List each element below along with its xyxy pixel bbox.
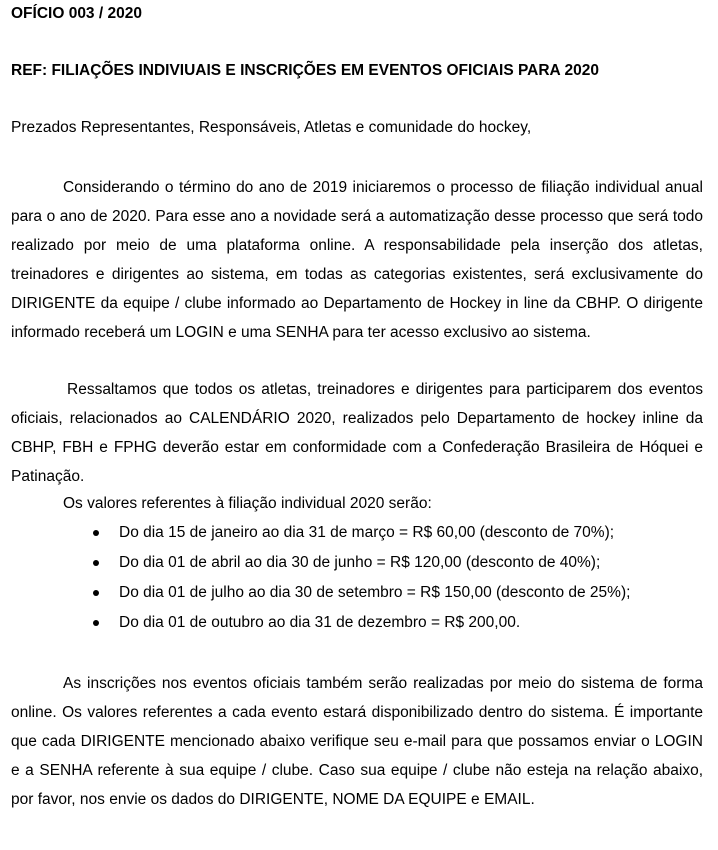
fee-list [11,518,630,638]
bullet-icon [93,590,99,596]
document-reference: REF: FILIAÇÕES INDIVIUAIS E INSCRIÇÕES EM EVENTOS OFICIAIS PARA 2020 [11,62,599,79]
list-item-text: Do dia 01 de outubro ao dia 31 de dezembro = R$ 200,00. [119,614,521,631]
list-item-text: Do dia 15 de janeiro ao dia 31 de março = R$ 60,00 (desconto de 70%); [119,524,615,541]
document-number: OFÍCIO 003 / 2020 [11,5,142,22]
bullet-icon [93,560,99,566]
list-item [11,578,630,608]
paragraph-conformidade: Ressaltamos que todos os atletas, treinadores e dirigentes para participarem dos eventos oficiais, relacionados ao CALENDÁRIO 2020, realizados pelo Departamento de hockey inline da CBHP, FBH e FPHG deverão estar em conformidade com a Confederação Brasileira de Hóquei e Patinação. [11,381,703,485]
paragraph-valores-intro: Os valores referentes à filiação individual 2020 serão: [63,495,432,512]
bullet-icon [93,620,99,626]
bullet-icon [93,530,99,536]
list-item [11,518,630,548]
salutation: Prezados Representantes, Responsáveis, Atletas e comunidade do hockey, [11,119,532,136]
list-item [11,608,630,638]
paragraph-filiacao-intro: Considerando o término do ano de 2019 iniciaremos o processo de filiação individual anual para o ano de 2020. Para esse ano a novidade será a automatização desse processo que será todo realizado por meio de uma plataforma online. A responsabilidade pela inserção dos atletas, treinadores e dirigentes ao sistema, em todas as categorias existentes, será exclusivamente do DIRIGENTE da equipe / clube informado ao Departamento de Hockey in line da CBHP. O dirigente informado receberá um LOGIN e uma SENHA para ter acesso exclusivo ao sistema. [11,179,703,341]
list-item-text: Do dia 01 de julho ao dia 30 de setembro = R$ 150,00 (desconto de 25%); [119,584,631,601]
paragraph-inscricoes: As inscrições nos eventos oficiais também serão realizadas por meio do sistema de forma online. Os valores referentes a cada evento estará disponibilizado dentro do sistema. É importante que cada DIRIGENTE mencionado abaixo verifique seu e-mail para que possamos enviar o LOGIN e a SENHA referente à sua equipe / clube. Caso sua equipe / clube não esteja na relação abaixo, por favor, nos envie os dados do DIRIGENTE, NOME DA EQUIPE e EMAIL. [11,675,703,808]
list-item-text: Do dia 01 de abril ao dia 30 de junho = R$ 120,00 (desconto de 40%); [119,554,601,571]
list-item [11,548,630,578]
